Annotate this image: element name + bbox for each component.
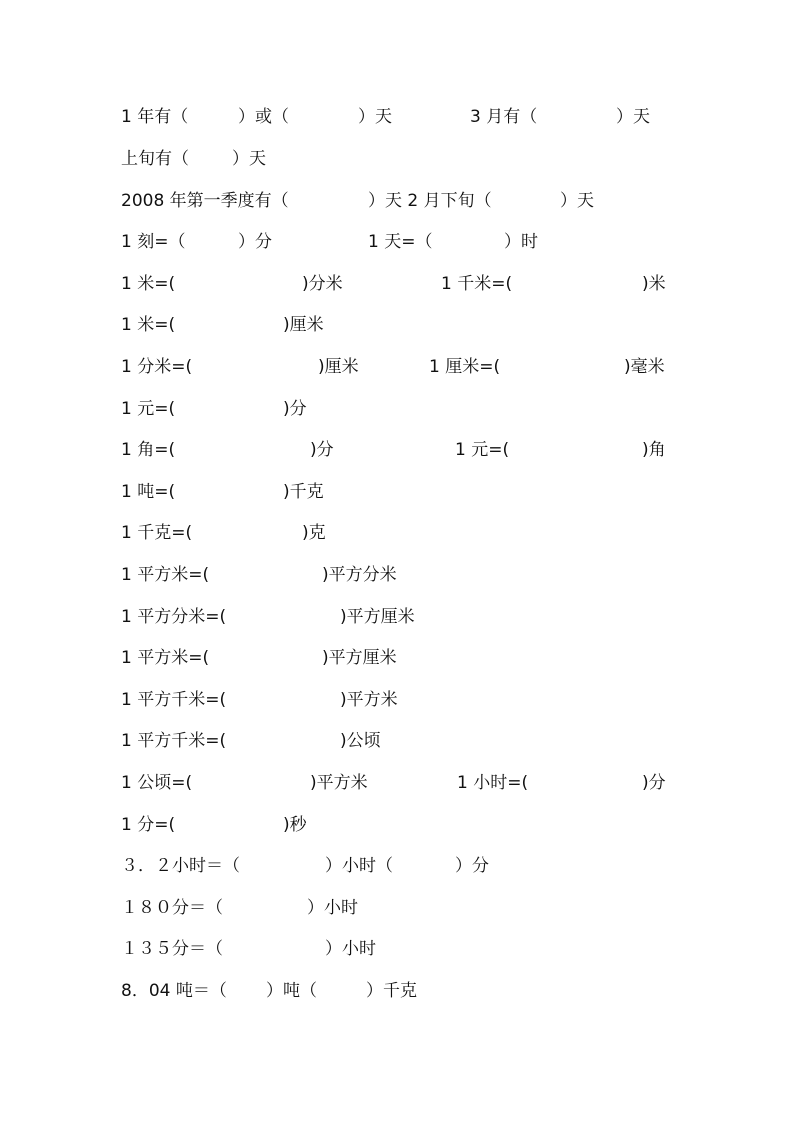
question-text: ）千克 — [366, 981, 417, 1001]
question-line — [0, 810, 793, 840]
question-line — [0, 477, 793, 507]
question-text: )分 — [310, 440, 334, 460]
question-text: 1 平方米=( — [121, 648, 210, 668]
question-text: ）小时 — [325, 939, 376, 959]
question-text: ）或（ — [238, 107, 289, 127]
question-text: )平方厘米 — [322, 648, 397, 668]
question-line — [0, 560, 793, 590]
question-text: )克 — [302, 523, 326, 543]
question-text: 1 分米=( — [121, 357, 193, 377]
question-text: 2008 年第一季度有（ — [121, 191, 289, 211]
question-line — [0, 643, 793, 673]
question-text: 1 平方分米=( — [121, 607, 227, 627]
question-text: 1 千米=( — [441, 274, 513, 294]
question-line — [0, 186, 793, 216]
question-text: ）天 — [358, 107, 392, 127]
question-text: 1 角=( — [121, 440, 176, 460]
question-text: ）吨（ — [266, 981, 317, 1001]
question-text: 1 小时=( — [457, 773, 529, 793]
question-text: )平方米 — [340, 690, 398, 710]
question-text: )平方米 — [310, 773, 368, 793]
question-text: )米 — [642, 274, 666, 294]
question-text: )厘米 — [283, 315, 324, 335]
question-text: )公顷 — [340, 731, 381, 751]
question-text: 1 公顷=( — [121, 773, 193, 793]
question-text: 1 米=( — [121, 315, 176, 335]
question-text: 1 平方千米=( — [121, 731, 227, 751]
question-text: 1 平方千米=( — [121, 690, 227, 710]
question-text: ）分 — [238, 232, 272, 252]
question-line — [0, 227, 793, 257]
question-line — [0, 394, 793, 424]
question-text: １３５分＝（ — [121, 939, 223, 959]
question-text: ）小时 — [307, 898, 358, 918]
question-text: )分 — [642, 773, 666, 793]
question-text: ）小时（ — [325, 856, 393, 876]
question-text: ）天 2 月下旬（ — [368, 191, 492, 211]
question-text: ）天 — [616, 107, 650, 127]
question-text: 1 平方米=( — [121, 565, 210, 585]
question-line — [0, 352, 793, 382]
question-text: )千克 — [283, 482, 324, 502]
question-line — [0, 685, 793, 715]
question-text: )秒 — [283, 815, 307, 835]
question-text: 上旬有（ — [121, 149, 189, 169]
question-text: 1 分=( — [121, 815, 176, 835]
question-text: 3 月有（ — [470, 107, 538, 127]
question-text: 1 千克=( — [121, 523, 193, 543]
question-text: )分米 — [302, 274, 343, 294]
question-text: ）天 — [560, 191, 594, 211]
question-text: 1 年有（ — [121, 107, 189, 127]
question-text: 1 厘米=( — [429, 357, 501, 377]
question-text: 1 米=( — [121, 274, 176, 294]
question-line — [0, 435, 793, 465]
question-line — [0, 310, 793, 340]
question-line — [0, 851, 793, 881]
question-text: ）时 — [504, 232, 538, 252]
question-text: ）分 — [455, 856, 489, 876]
question-text: )角 — [642, 440, 666, 460]
question-line — [0, 893, 793, 923]
question-text: )平方厘米 — [340, 607, 415, 627]
question-text: )毫米 — [624, 357, 665, 377]
question-text: 8．04 吨＝（ — [121, 981, 227, 1001]
question-line — [0, 976, 793, 1006]
question-text: ）天 — [232, 149, 266, 169]
question-text: 1 天=（ — [368, 232, 433, 252]
question-text: 1 吨=( — [121, 482, 176, 502]
question-line — [0, 518, 793, 548]
question-line — [0, 269, 793, 299]
question-text: 1 刻=（ — [121, 232, 186, 252]
question-line — [0, 144, 793, 174]
question-text: 1 元=( — [121, 399, 176, 419]
question-text: ３．２小时＝（ — [121, 856, 240, 876]
question-line — [0, 934, 793, 964]
question-text: １８０分＝（ — [121, 898, 223, 918]
question-line — [0, 768, 793, 798]
question-text: 1 元=( — [455, 440, 510, 460]
question-text: )分 — [283, 399, 307, 419]
question-text: )平方分米 — [322, 565, 397, 585]
question-line — [0, 102, 793, 132]
question-line — [0, 726, 793, 756]
question-line — [0, 602, 793, 632]
question-text: )厘米 — [318, 357, 359, 377]
